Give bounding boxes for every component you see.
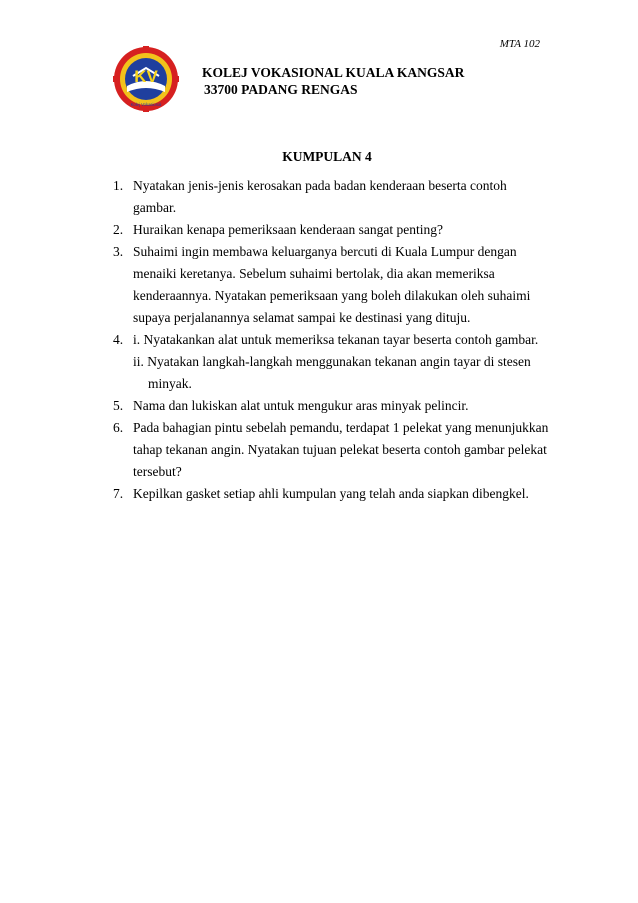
- question-text: [133, 175, 553, 219]
- college-logo: [113, 46, 179, 112]
- question-number: 2.: [113, 222, 124, 237]
- question-line: menaiki keretanya. Sebelum suhaimi bertolak, dia akan memeriksa: [133, 266, 495, 281]
- school-address: 33700 PADANG RENGAS: [204, 82, 358, 97]
- question-item: [113, 219, 553, 241]
- question-text: [133, 241, 553, 329]
- question-text: [133, 329, 553, 395]
- question-line: minyak.: [148, 376, 192, 391]
- question-number: 7.: [113, 486, 124, 501]
- logo-ring-text: Kolej Vokasional: [130, 102, 162, 107]
- question-line: supaya perjalanannya selamat sampai ke destinasi yang dituju.: [133, 310, 471, 325]
- question-line: Pada bahagian pintu sebelah pemandu, terdapat 1 pelekat yang menunjukkan: [133, 420, 549, 435]
- question-item: [113, 329, 553, 395]
- question-list: [113, 175, 553, 505]
- school-info: [202, 64, 464, 98]
- question-item: [113, 241, 553, 329]
- question-number: 5.: [113, 398, 124, 413]
- question-text: [133, 417, 553, 483]
- question-number: 3.: [113, 244, 124, 259]
- question-line: Nama dan lukiskan alat untuk mengukur aras minyak pelincir.: [133, 398, 469, 413]
- question-item: [113, 175, 553, 219]
- question-line: ii. Nyatakan langkah-langkah menggunakan tekanan angin tayar di stesen: [133, 354, 531, 369]
- logo-letters: KV: [134, 67, 158, 86]
- question-item: [113, 483, 553, 505]
- question-number: 1.: [113, 178, 124, 193]
- question-line: tersebut?: [133, 464, 182, 479]
- question-line: Suhaimi ingin membawa keluarganya bercuti di Kuala Lumpur dengan: [133, 244, 517, 259]
- school-name: KOLEJ VOKASIONAL KUALA KANGSAR: [202, 65, 465, 80]
- document-code: MTA 102: [499, 38, 540, 50]
- question-item: [113, 417, 553, 483]
- page-title-text: KUMPULAN 4: [282, 149, 372, 164]
- question-line: kenderaannya. Nyatakan pemeriksaan yang boleh dilakukan oleh suhaimi: [133, 288, 531, 303]
- question-line: i. Nyatakankan alat untuk memeriksa tekanan tayar beserta contoh gambar.: [133, 332, 539, 347]
- question-line: tahap tekanan angin. Nyatakan tujuan pelekat beserta contoh gambar pelekat: [133, 442, 547, 457]
- question-text: [133, 395, 553, 417]
- page-title: [0, 149, 638, 165]
- question-line: Huraikan kenapa pemeriksaan kenderaan sangat penting?: [133, 222, 443, 237]
- question-number: 6.: [113, 420, 124, 435]
- question-text: [133, 483, 553, 505]
- question-text: [133, 219, 553, 241]
- question-line: Nyatakan jenis-jenis kerosakan pada badan kenderaan beserta contoh gambar.: [133, 178, 507, 215]
- question-item: [113, 395, 553, 417]
- question-line: Kepilkan gasket setiap ahli kumpulan yang telah anda siapkan dibengkel.: [133, 486, 529, 501]
- question-number: 4.: [113, 332, 124, 347]
